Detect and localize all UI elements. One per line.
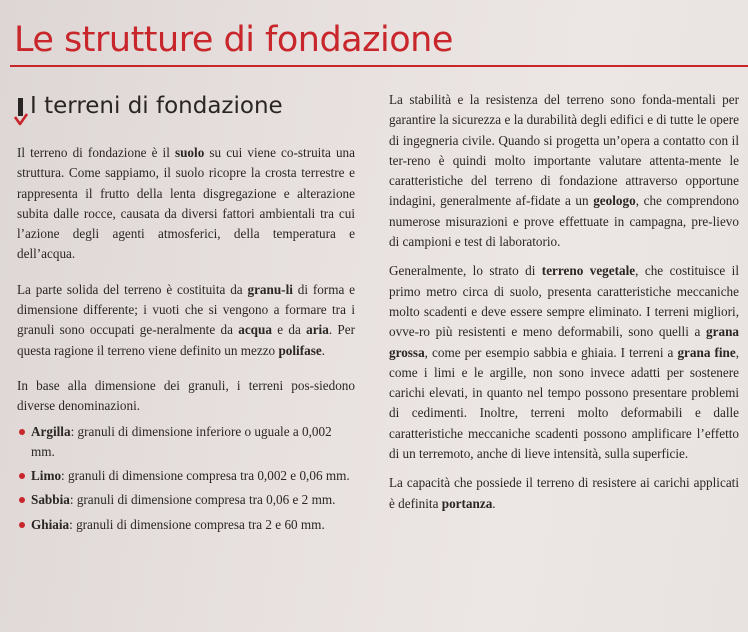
title-rule: [10, 65, 748, 67]
grain-type-list: [17, 422, 355, 535]
paragraph-stability: La stabilità e la resistenza del terreno sono fonda-mentali per garantire la sicurezza e la durabilità degli edifici e di tutte le opere di ingegneria civile. Quando si progetta un’opera a contatto con il ter-reno è quindi molto importante valutare attenta-mente le caratteristiche del terreno di fondazione attraverso opportune indagini, generalmente af-fidate a un geologo, che comprendono numerose misurazioni e prove effettuate in campagna, pre-lievo di campioni e test di laboratorio.: [389, 92, 739, 250]
list-item: Limo: granuli di dimensione compresa tra 0,002 e 0,06 mm.: [17, 466, 355, 486]
paragraph-bearing-capacity: La capacità che possiede il terreno di resistere ai carichi applicati è definita portanza.: [389, 475, 739, 511]
list-item: Argilla: granuli di dimensione inferiore o uguale a 0,002 mm.: [17, 422, 355, 463]
left-column: [17, 143, 355, 539]
bullet-icon: [19, 522, 25, 528]
bullet-icon: [19, 473, 25, 479]
paragraph-vegetal-layer: Generalmente, lo strato di terreno vegetale, che costituisce il primo metro circa di suolo, presenta caratteristiche meccaniche molto scadenti e deve essere sempre eliminato. I terreni migliori, ovve-ro più resistenti e meno deformabili, sono quelli a grana grossa, come per esempio sabbia e ghiaia. I terreni a grana fine, come i limi e le argille, non sono invece adatti per sostenere carichi elevati, in quanto nel tempo possono presentare problemi di cedimenti. Inoltre, terreni molto deformabili e dalle caratteristiche meccaniche scadenti possono amplificare l’effetto di un terremoto, anche di lieve intensità, sulla superficie.: [389, 263, 740, 462]
list-item: Ghiaia: granuli di dimensione compresa tra 2 e 60 mm.: [17, 515, 355, 535]
right-column: [389, 90, 739, 514]
section-heading: I terreni di fondazione: [30, 93, 283, 119]
paragraph-soil-definition: Il terreno di fondazione è il suolo su cui viene co-struita una struttura. Come sappiamo, il suolo ricopre la crosta terrestre e rappresenta il frutto della lenta disgregazione e alterazione subita dalle rocce, causata da diversi fattori ambientali tra cui l’azione degli agenti atmosferici, della temperatura e dell’acqua.: [17, 145, 355, 262]
page-title: Le strutture di fondazione: [14, 20, 453, 60]
paragraph-grain-intro: In base alla dimensione dei granuli, i terreni pos-siedono diverse denominazioni.: [17, 377, 355, 414]
list-item: Sabbia: granuli di dimensione compresa tra 0,06 e 2 mm.: [17, 490, 355, 510]
bullet-icon: [19, 429, 25, 435]
bullet-icon: [19, 497, 25, 503]
paragraph-soil-composition: La parte solida del terreno è costituita da granu-li di forma e dimensione differente; i vuoti che si vengono a formare tra i granuli sono occupati ge-neralmente da acqua e da aria. Per questa ragione il terreno viene definito un mezzo polifase.: [17, 281, 355, 358]
